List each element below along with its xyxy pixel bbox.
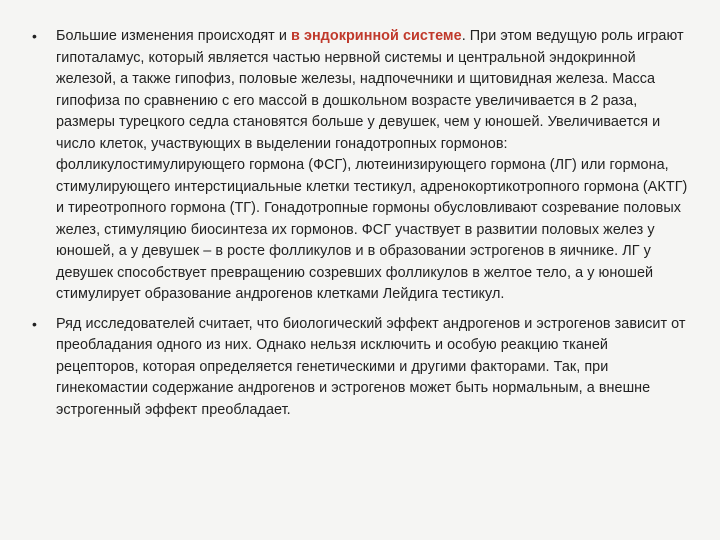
bullet-body-text: . При этом ведущую роль играют гипоталамус, который является частью нервной системы и центральной эндокринной железой, а также гипофиз, половые железы, надпочечники и щитовидная железа. Масса гипофиза по сравнению с его массой в дошкольном возрасте увеличивается в 2 раза, размеры турецкого седла становятся больше у девушек, чем у юношей. Увеличивается и число клеток, участвующих в выделении гонадотропных гормонов: фолликулостимулирующего гормона (ФСГ), лютеинизирующего гормона (ЛГ) или гормона, стимулирующего интерстициальные клетки тестикул, адренокортикотропного гормона (АКТГ) и тиреотропного гормона (ТГ). Гонадотропные гормоны обусловливают созревание половых желез, стимуляцию биосинтеза их гормонов. ФСГ участвует в развитии половых желез у юношей, а у девушек – в росте фолликулов и в образовании эстрогенов в яичнике. ЛГ у девушек способствует превращению созревших фолликулов в желтое тело, а у юношей стимулирует образование андрогенов клетками Лейдига тестикул.	[56, 28, 688, 302]
highlight-text: в эндокринной системе	[291, 28, 462, 44]
bullet-body-text: Ряд исследователей считает, что биологический эффект андрогенов и эстрогенов зависит от преобладания одного из них. Однако нельзя исключить и особую реакцию тканей рецепторов, которая определяется генетическими и другими факторами. Так, при гинекомастии содержание андрогенов и эстрогенов может быть нормальным, а внешне эстрогенный эффект преобладает.	[56, 315, 686, 418]
bullet-lead-text: Большие изменения происходят и	[56, 28, 291, 44]
bullet-item-endocrine	[32, 26, 692, 306]
bullet-item-hormones	[32, 314, 692, 422]
bullet-icon: •	[32, 28, 37, 44]
bullet-icon: •	[32, 315, 37, 332]
bullet-list	[32, 26, 692, 421]
